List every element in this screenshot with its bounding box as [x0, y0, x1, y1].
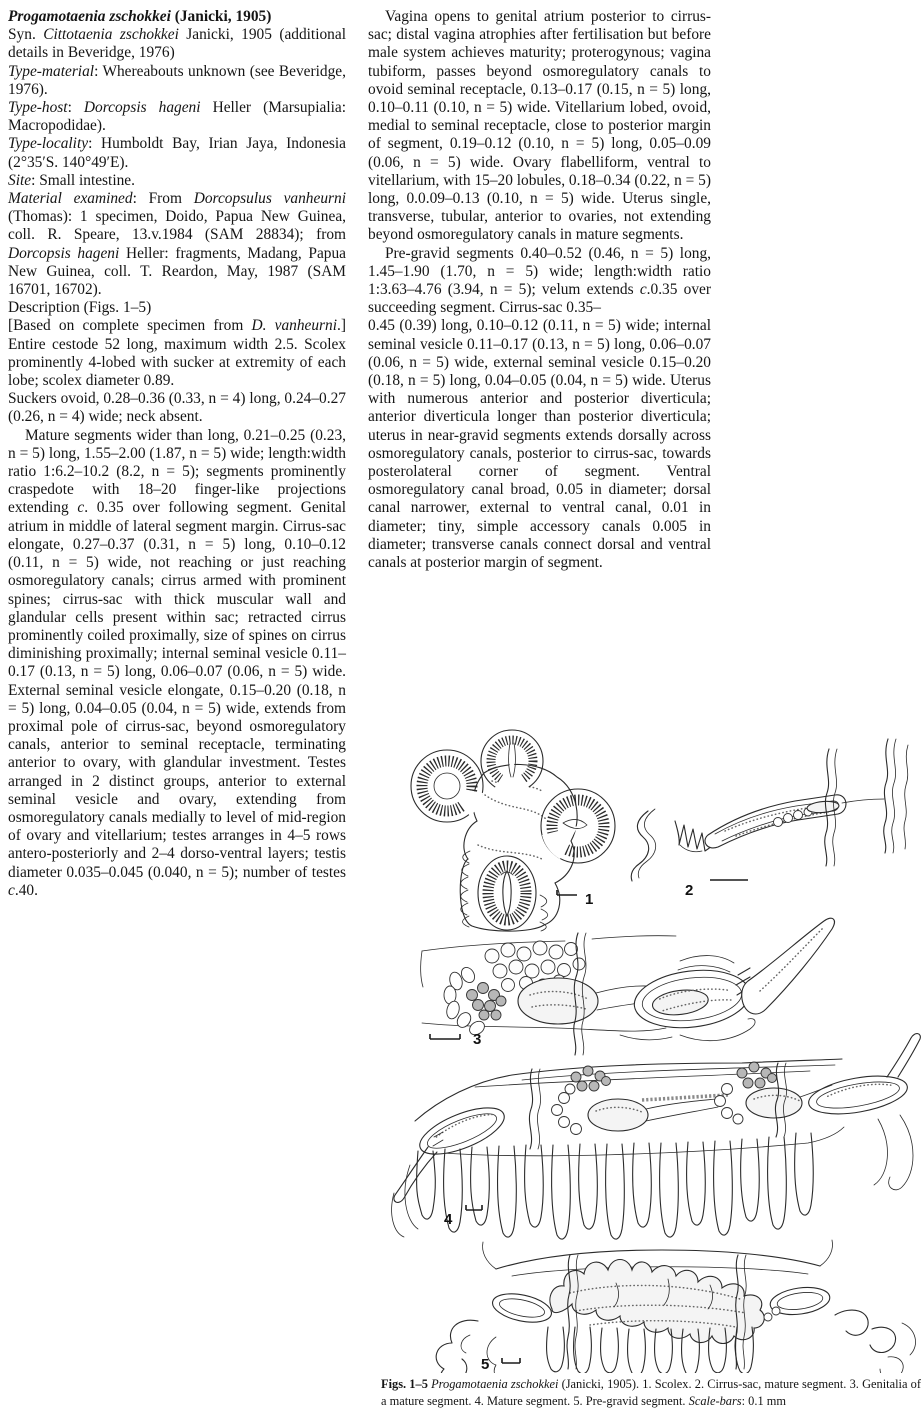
velum-fingers — [417, 1133, 814, 1239]
type-material: Type-material: Whereabouts unknown (see Beveridge, 1976). — [8, 62, 346, 98]
continuation-paragraph: 0.45 (0.39) long, 0.10–0.12 (0.11, n = 5) wide; internal seminal vesicle 0.11–0.17 (0.13, n = 5) long, 0.06–0.07 (0.06, n = 5) wide, external seminal vesicle 0.15–0.20 (0.18, n = 5) long, 0.04–0.05 (0.04, n = 5) wide. Uterus with numerous anterior and posterior diverticula; anterior diverticula longer than posterior diverticula; uterus in near-gravid segments extends dorsally across osmoregulatory canals, posterior to cirrus-sac, towards posterolateral corner of segment. Ventral osmoregulatory canal broad, 0.05 in diameter; dorsal canal narrower, external to ventral canal, 0.01 in diameter; tiny, simple accessory canals 0.005 in diameter; transverse canals connect dorsal and ventral canals at posterior margin of segment. — [368, 317, 711, 572]
right-terminal-complex — [806, 1034, 921, 1190]
site: Site: Small intestine. — [8, 171, 135, 189]
left-cirrus-sac — [490, 1289, 554, 1327]
vagina-paragraph: Vagina opens to genital atrium posterior to cirrus-sac; distal vagina atrophies after fertilisation but before male system achieves maturity; proterogynous; vagina tubiform, passes beyond osmoregulatory canals to ovoid seminal receptacle, 0.13–0.17 (0.15, n = 5) long, 0.10–0.11 (0.10, n = 5) wide. Vitellarium lobed, ovoid, medial to seminal receptacle, close to posterior margin of segment, 0.19–0.12 (0.10, n = 5) long, 0.05–0.09 (0.06, n = 5) wide. Ovary flabelliform, ventral to vitellarium, with 15–20 lobules, 0.18–0.34 (0.22, n = 5) long, 0.0.09–0.13 (0.10, n = 5) wide. Uterus single, transverse, tubular, anterior to ovaries, not extending beyond osmoregulatory canals in mature segments. — [368, 8, 711, 244]
right-column — [368, 8, 711, 572]
figure-1-label: 1 — [585, 891, 594, 908]
sucker-top-left — [411, 750, 483, 822]
vitellarium — [467, 983, 507, 1021]
scale-bar-4 — [466, 1205, 482, 1210]
figure-3-label: 3 — [473, 1031, 482, 1048]
left-column — [8, 8, 346, 900]
species-heading: Progamotaenia zschokkei (Janicki, 1905) — [8, 8, 272, 25]
pregravid-paragraph: Pre-gravid segments 0.40–0.52 (0.46, n = 5) long, 1.45–1.90 (1.70, n = 5) wide; length:width ratio 1:3.63–4.76 (3.94, n = 5); velum extends c.0.35 over succeeding segment. Cirrus-sac 0.35– — [368, 244, 711, 317]
scale-bar-3 — [430, 1034, 460, 1039]
synonymy: Syn. Cittotaenia zschokkei Janicki, 1905 (additional details in Beveridge, 1976) — [8, 26, 346, 62]
left-curls — [436, 1320, 509, 1373]
figure-2-cirrus-sac — [631, 739, 908, 899]
material-examined: Material examined: From Dorcopsulus vanheurni (Thomas): 1 specimen, Doido, Papua New Guinea, coll. R. Speare, 13.v.1984 (SAM 28834); from Dorcopsis hageni Heller: fragments, Madang, Papua New Guinea, coll. T. Reardon, May, 1987 (SAM 16701, 16702). — [8, 190, 346, 299]
cirrus-sac — [631, 964, 753, 1034]
figure-4-label: 4 — [444, 1211, 453, 1228]
description-heading: Description (Figs. 1–5) — [8, 299, 152, 317]
right-curls — [835, 1310, 916, 1373]
lobed-uterus — [550, 1260, 764, 1344]
type-host: Type-host: Dorcopsis hageni Heller (Marsupialia: Macropodidae). — [8, 99, 346, 135]
figure-4-mature-segment — [392, 1034, 921, 1240]
suckers-paragraph: Suckers ovoid, 0.28–0.36 (0.33, n = 4) long, 0.24–0.27 (0.26, n = 4) wide; neck absent. — [8, 390, 346, 426]
mature-segments-paragraph: Mature segments wider than long, 0.21–0.25 (0.23, n = 5) long, 1.55–2.00 (1.87, n = 5) wide; length:width ratio 1:6.2–10.2 (8.2, n = 5); segments prominently craspedote with 18–20 finger-like projections extending c. 0.35 over following segment. Genital atrium in middle of lateral segment margin. Cirrus-sac elongate, 0.27–0.37 (0.31, n = 5) long, 0.10–0.12 (0.11, n = 5) wide, not reaching or just reaching osmoregulatory canals; cirrus armed with prominent spines; cirrus-sac with thick muscular wall and glandular cells present within sac; retracted cirrus prominently coiled proximally, size of spines on cirrus diminishing proximally; internal seminal vesicle 0.11–0.17 (0.13, n = 5) long, 0.06–0.07 (0.06, n = 5) wide. External seminal vesicle elongate, 0.15–0.20 (0.18, n = 5) long, 0.04–0.05 (0.04, n = 5) wide, extends from proximal pole of cirrus-sac, beyond osmoregulatory canals, anterior to seminal receptacle, terminating anterior to ovary, with glandular investment. Testes arranged in 2 distinct groups, anterior to external seminal vesicle and ovary, extending from osmoregulatory canals medially to level of mid-region of ovary and vitellarium; testes arranges in 4–5 rows antero-posteriorly and 2–4 dorso-ventral layers; testis diameter 0.035–0.045 (0.040, n = 5); number of testes c.40. — [8, 426, 346, 899]
description-intro: [Based on complete specimen from D. vanheurni.] Entire cestode 52 long, maximum width 2.5. Scolex prominently 4-lobed with sucker at extremity of each lobe; scolex diameter 0.89. — [8, 317, 346, 390]
figure-3-genitalia — [421, 918, 835, 1055]
scale-bar-5 — [502, 1358, 520, 1363]
figure-2-label: 2 — [685, 882, 694, 899]
figure-1-scolex — [411, 730, 615, 931]
figure-5-label: 5 — [481, 1356, 490, 1373]
figure-5-pregravid-segment — [436, 1240, 915, 1373]
figure-plate — [380, 723, 922, 1373]
scale-bar-1 — [557, 890, 577, 895]
type-locality: Type-locality: Humboldt Bay, Irian Jaya, Indonesia (2°35′S. 140°49′E). — [8, 135, 346, 171]
figure-caption: Figs. 1–5 Progamotaenia zschokkei (Janicki, 1905). 1. Scolex. 2. Cirrus-sac, mature segment. 3. Genitalia of a mature segment. 4. Mature segment. 5. Pre-gravid segment. Scale-bars: 0.1 mm — [381, 1377, 921, 1408]
